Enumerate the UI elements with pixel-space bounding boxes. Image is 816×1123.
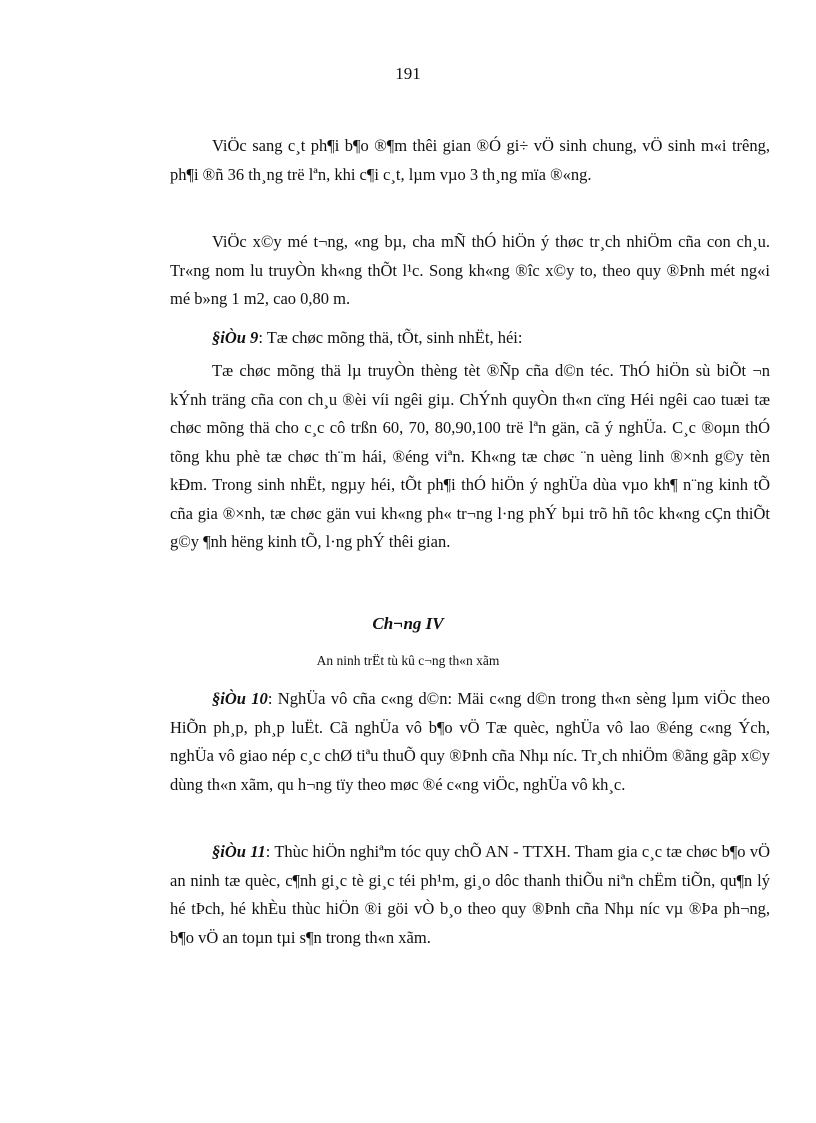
paragraph-text	[170, 324, 770, 353]
chapter-title: Ch¬ng IV	[372, 614, 444, 633]
article-text: : Tæ chøc mõng thä, tÕt, sinh nhËt, héi:	[258, 328, 523, 347]
paragraph-text	[170, 685, 770, 799]
chapter-subtitle: An ninh trËt tù kû c¬ng th«n xãm	[316, 653, 500, 668]
paragraph-tomb-building	[170, 228, 770, 314]
paragraph-text: ViÖc x©y mé t¬ng, «ng bµ, cha mÑ thÓ hiÖn ý thøc tr¸ch nhiÖm cña con ch¸u. Tr«ng nom lu truyÒn kh«ng thÕt l¹c. Song kh«ng ®îc x©y to, theo quy ®Þnh mét ng«i mé b»ng 1 m2, cao 0,80 m.	[170, 232, 770, 308]
article-label: §iÒu 10	[212, 689, 268, 708]
page-number: 191	[395, 64, 421, 83]
paragraph-text	[170, 838, 770, 952]
article-label: §iÒu 11	[212, 842, 266, 861]
article-label: §iÒu 9	[212, 328, 259, 347]
paragraph-text: Tæ chøc mõng thä lµ truyÒn thèng tèt ®Ñp cña d©n téc. ThÓ hiÖn sù biÕt ¬n kÝnh träng cña con ch¸u ®èi víi ngêi giµ. ChÝnh quyÒn th«n cïng Héi ngêi cao tuæi tæ chøc mõng thä cho c¸c cô trßn 60, 70, 80,90,100 trë lªn gän, cã ý nghÜa. C¸c ®oµn thÓ tõng khu phè tæ chøc th¨m hái, ®éng viªn. Kh«ng tæ chøc ¨n uèng linh ®×nh g©y tèn kÐm. Trong sinh nhËt, ngµy héi, tÕt ph¶i thÓ hiÖn ý nghÜa dùa vµo kh¶ n¨ng kinh tÕ cña gia ®×nh, tæ chøc gän vui kh«ng ph« tr¬ng l·ng phÝ bµi trõ hñ tôc kh«ng cÇn thiÕt g©y ¶nh hëng kinh tÕ, l·ng phÝ thêi gian.	[170, 361, 770, 551]
article-11	[170, 838, 770, 952]
paragraph-burial	[170, 132, 770, 189]
article-9-heading	[170, 324, 770, 353]
paragraph-celebrations	[170, 357, 770, 557]
article-10	[170, 685, 770, 799]
paragraph-text: ViÖc sang c¸t ph¶i b¶o ®¶m thêi gian ®Ó gi÷ vÖ sinh chung, vÖ sinh m«i trêng, ph¶i ®ñ 36 th¸ng trë lªn, khi c¶i c¸t, lµm vµo 3 th¸ng mïa ®«ng.	[170, 136, 770, 184]
article-text: : NghÜa vô cña c«ng d©n: Mäi c«ng d©n trong th«n sèng lµm viÖc theo HiÕn ph¸p, ph¸p luËt. Cã nghÜa vô b¶o vÖ Tæ quèc, nghÜa vô lao ®éng c«ng Ých, nghÜa vô giao nép c¸c chØ tiªu thuÕ quy ®Þnh cña Nhµ níc. Tr¸ch nhiÖm ®ãng gãp x©y dùng th«n xãm, qu h¬ng tïy theo møc ®é c«ng viÖc, nghÜa vô kh¸c.	[170, 689, 770, 794]
article-text: : Thùc hiÖn nghiªm tóc quy chÕ AN - TTXH. Tham gia c¸c tæ chøc b¶o vÖ an ninh tæ quèc, c¶nh gi¸c tè gi¸c téi ph¹m, gi¸o dôc thanh thiÕu niªn chËm tiÕn, qu¶n lý hé tÞch, hé khÈu thùc hiÖn ®i göi vÒ b¸o theo quy ®Þnh cña Nhµ níc vµ ®Þa ph¬ng, b¶o vÖ an toµn tµi s¶n trong th«n xãm.	[170, 842, 770, 947]
